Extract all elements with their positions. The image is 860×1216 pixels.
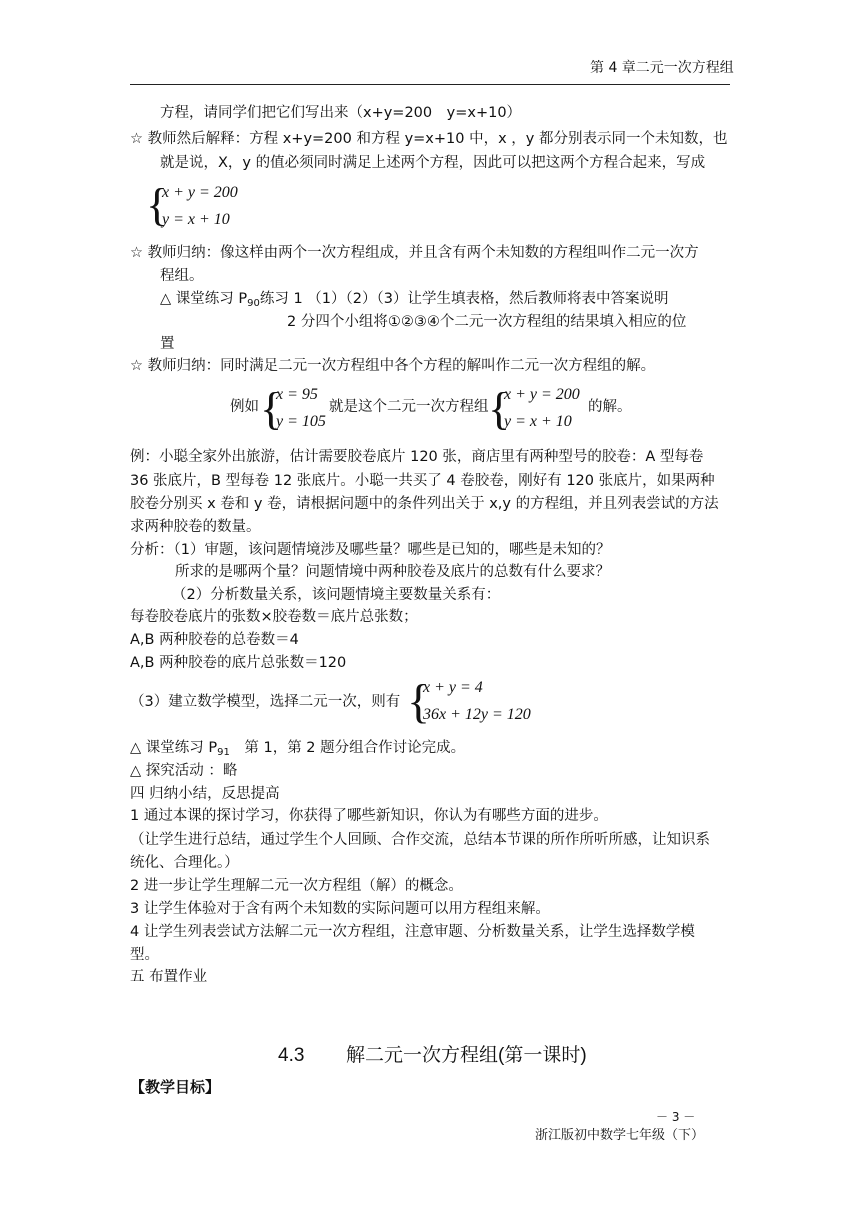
- body-line: 分析：（1）审题，该问题情境涉及哪些量？哪些是已知的，哪些是未知的？: [130, 542, 611, 558]
- equation-brace: {: [407, 675, 431, 728]
- objective-heading: 【教学目标】: [130, 1078, 221, 1096]
- body-line: 置: [160, 336, 175, 352]
- equation-brace: {: [260, 383, 283, 434]
- equation-line: y = x + 10: [162, 211, 230, 228]
- body-line: 方程，请同学们把它们写出来（x+y=200 y=x+10）: [160, 105, 522, 121]
- body-line: △ 课堂练习 $P_{90}$练习 1 （1）（2）（3）让学生填表格，然后教师将表中答案说明: [160, 291, 669, 309]
- body-line: 每卷胶卷底片的张数×胶卷数＝底片总张数；: [130, 609, 418, 625]
- body-line: △ 探究活动 ：略: [130, 763, 238, 779]
- body-line: 36 张底片，B 型每卷 12 张底片。小聪一共买了 4 卷胶卷，刚好有 120 张底片，如果两种: [130, 473, 715, 489]
- section-title: 解二元一次方程组(第一课时): [346, 1045, 587, 1066]
- page-number: － 3 －: [656, 1110, 696, 1124]
- body-line: ☆ 教师然后解释：方程 x+y=200 和方程 y=x+10 中，x ，y 都分别表示同一个未知数，也: [130, 131, 728, 147]
- body-line: 3 让学生体验对于含有两个未知数的实际问题可以用方程组来解。: [130, 901, 550, 917]
- equation-line: x + y = 200: [504, 386, 580, 403]
- chapter-header: 第 4 章二元一次方程组: [590, 60, 734, 76]
- body-line: 例：小聪全家外出旅游，估计需要胶卷底片 120 张，商店里有两种型号的胶卷：A 型每卷: [130, 449, 704, 465]
- body-line: 就是说，X，y 的值必须同时满足上述两个方程，因此可以把这两个方程合起来，写成: [160, 155, 706, 171]
- equation-line: x + y = 4: [423, 679, 483, 696]
- example-mid: 就是这个二元一次方程组: [329, 399, 489, 415]
- body-line: 胶卷分别买 x 卷和 y 卷，请根据问题中的条件列出关于 x,y 的方程组，并且列表尝试的方法: [130, 496, 719, 512]
- body-line: 4 让学生列表尝试方法解二元一次方程组，注意审题、分析数量关系，让学生选择数学模: [130, 924, 695, 940]
- body-line: 所求的是哪两个量？问题情境中两种胶卷及底片的总数有什么要求？: [175, 564, 610, 580]
- body-line: 1 通过本课的探讨学习，你获得了哪些新知识，你认为有哪些方面的进步。: [130, 808, 608, 824]
- equation-line: x = 95: [276, 386, 318, 403]
- equation-brace: {: [488, 383, 511, 434]
- body-line: 型。: [130, 947, 159, 963]
- body-line: 求两种胶卷的数量。: [130, 519, 261, 535]
- body-line: ☆ 教师归纳：同时满足二元一次方程组中各个方程的解叫作二元一次方程组的解。: [130, 358, 656, 374]
- body-line: （3）建立数学模型，选择二元一次，则有: [130, 694, 401, 710]
- body-line: A,B 两种胶卷的底片总张数＝120: [130, 655, 347, 671]
- body-line: 四 归纳小结，反思提高: [130, 786, 280, 802]
- body-line: 程组。: [160, 268, 204, 284]
- equation-line: y = x + 10: [504, 413, 572, 430]
- header-rule: [130, 84, 730, 85]
- book-title: 浙江版初中数学七年级（下）: [535, 1128, 705, 1143]
- body-line: 2 进一步让学生理解二元一次方程组（解）的概念。: [130, 878, 463, 894]
- body-line: ☆ 教师归纳：像这样由两个一次方程组成，并且含有两个未知数的方程组叫作二元一次方: [130, 245, 699, 261]
- equation-line: x + y = 200: [162, 184, 238, 201]
- section-number: 4.3: [278, 1045, 305, 1066]
- body-line: 五 布置作业: [130, 969, 208, 985]
- body-line: A,B 两种胶卷的总卷数＝4: [130, 632, 299, 648]
- equation-brace: {: [146, 179, 169, 230]
- body-line: （2）分析数量关系，该问题情境主要数量关系有：: [172, 587, 501, 603]
- equation-line: y = 105: [276, 413, 326, 430]
- example-post: 的解。: [588, 399, 632, 415]
- body-line: 2 分四个小组将①②③④个二元一次方程组的结果填入相应的位: [287, 314, 687, 330]
- body-line: △ 课堂练习 $P_{91}$ 第 1，第 2 题分组合作讨论完成。: [130, 740, 466, 758]
- example-prefix: 例如: [230, 399, 259, 415]
- equation-line: 36x + 12y = 120: [423, 706, 531, 723]
- body-line: 统化、合理化。）: [130, 855, 239, 871]
- body-line: （让学生进行总结，通过学生个人回顾、合作交流，总结本节课的所作所听所感，让知识系: [130, 832, 710, 848]
